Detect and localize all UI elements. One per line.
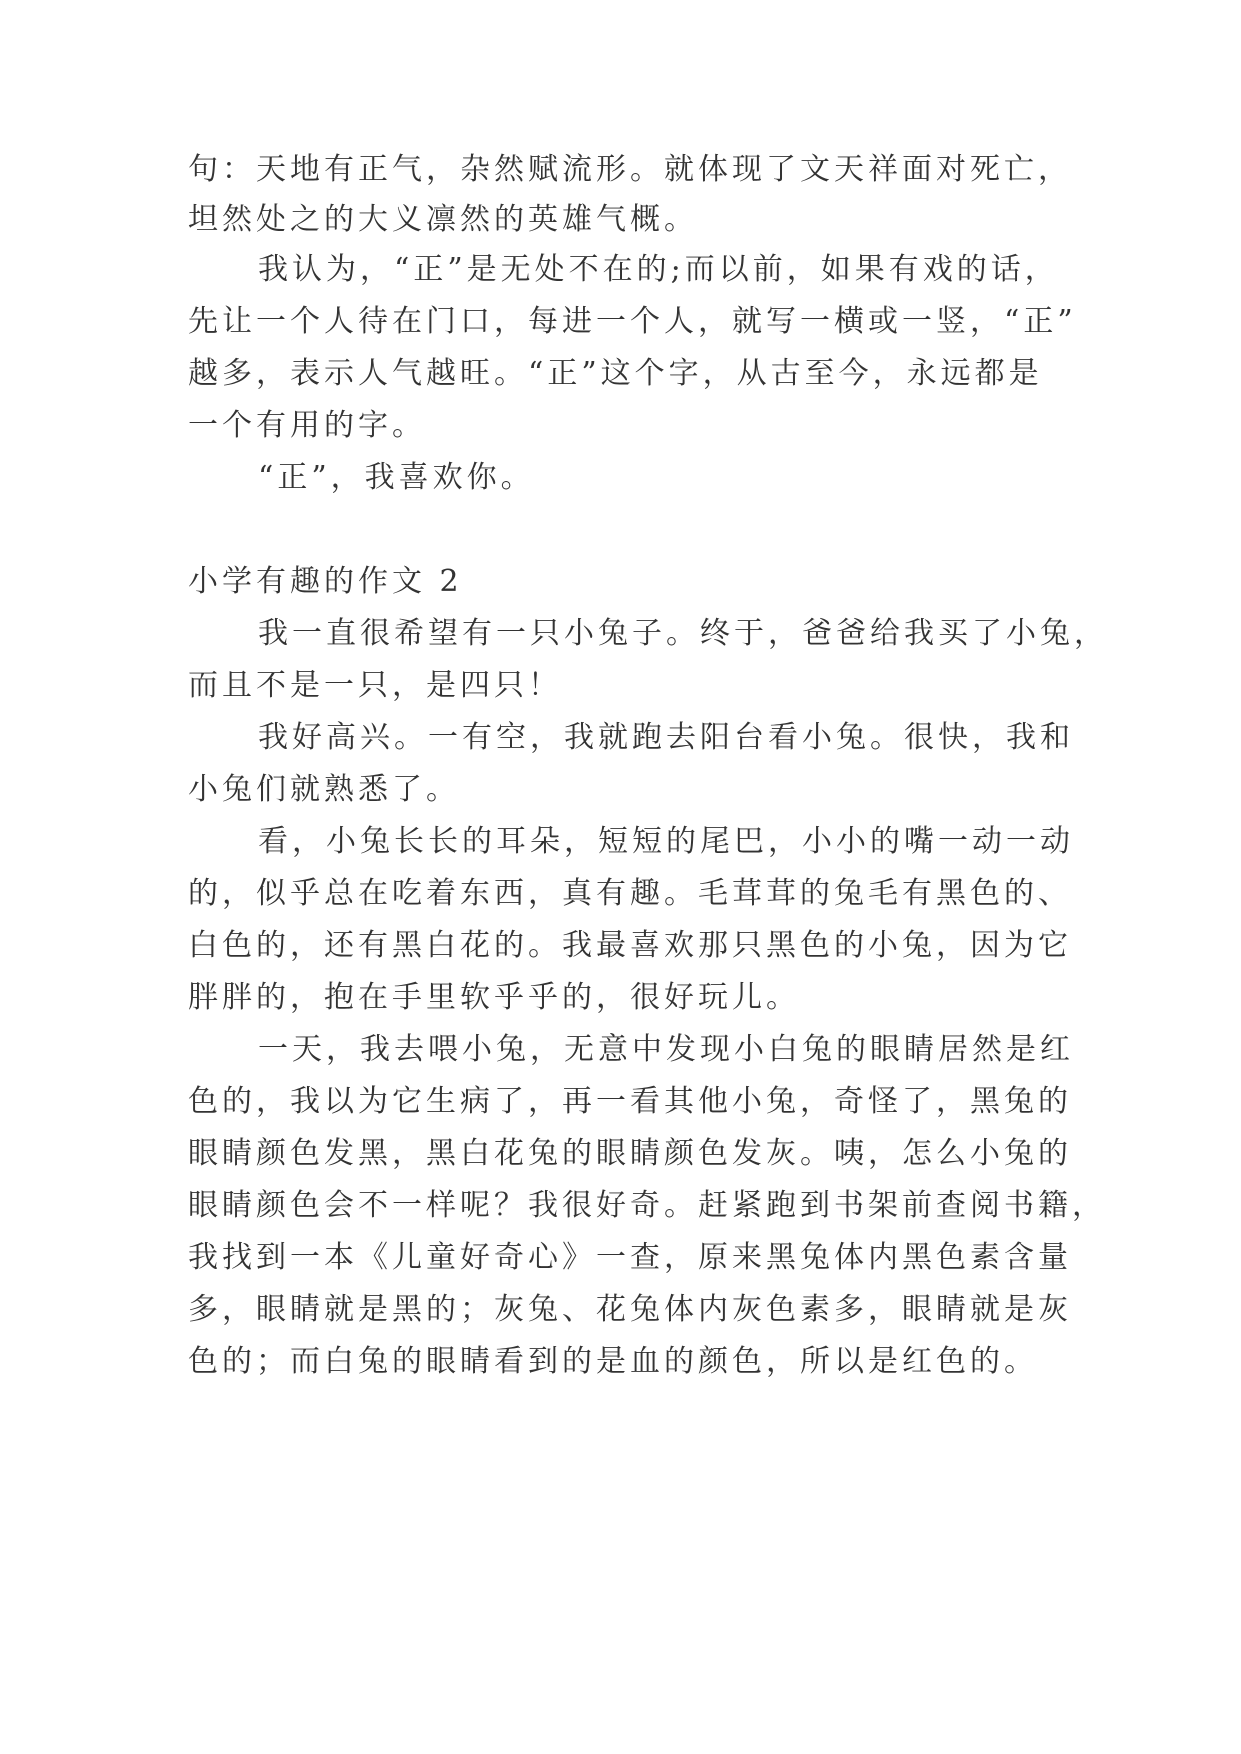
paragraph-first-line: 看，小兔长长的耳朵，短短的尾巴，小小的嘴一动一动 (258, 824, 1074, 859)
text-line: 先让一个人待在门口，每进一个人，就写一横或一竖，“正” (188, 304, 1077, 339)
text-line: 句：天地有正气，杂然赋流形。就体现了文天祥面对死亡， (188, 152, 1072, 187)
text-line: 色的；而白兔的眼睛看到的是血的颜色，所以是红色的。 (188, 1344, 1038, 1379)
text-line: 白色的，还有黑白花的。我最喜欢那只黑色的小兔，因为它 (188, 928, 1072, 963)
text-line: 眼睛颜色发黑，黑白花兔的眼睛颜色发灰。咦，怎么小兔的 (188, 1136, 1072, 1171)
text-line: 越多，表示人气越旺。“正”这个字，从古至今，永远都是 (188, 356, 1043, 391)
text-line: 色的，我以为它生病了，再一看其他小兔，奇怪了，黑兔的 (188, 1084, 1072, 1119)
text-line: 眼睛颜色会不一样呢？我很好奇。赶紧跑到书架前查阅书籍， (188, 1188, 1106, 1223)
text-line: 我找到一本《儿童好奇心》一查，原来黑兔体内黑色素含量 (188, 1240, 1072, 1275)
text-line: 的，似乎总在吃着东西，真有趣。毛茸茸的兔毛有黑色的、 (188, 876, 1072, 911)
text-line: 多，眼睛就是黑的；灰兔、花兔体内灰色素多，眼睛就是灰 (188, 1292, 1072, 1327)
text-line: 一个有用的字。 (188, 408, 426, 443)
paragraph-first-line: “正”，我喜欢你。 (258, 460, 535, 495)
text-line: 胖胖的，抱在手里软乎乎的，很好玩儿。 (188, 980, 800, 1015)
section-heading: 小学有趣的作文 2 (188, 564, 463, 599)
paragraph-first-line: 我一直很希望有一只小兔子。终于，爸爸给我买了小兔， (258, 616, 1108, 651)
text-line: 坦然处之的大义凛然的英雄气概。 (188, 202, 698, 237)
paragraph-first-line: 我认为，“正”是无处不在的;而以前，如果有戏的话， (258, 252, 1059, 287)
paragraph-first-line: 一天，我去喂小兔，无意中发现小白兔的眼睛居然是红 (258, 1032, 1074, 1067)
text-line: 而且不是一只，是四只！ (188, 668, 562, 703)
text-line: 小兔们就熟悉了。 (188, 772, 460, 807)
paragraph-first-line: 我好高兴。一有空，我就跑去阳台看小兔。很快，我和 (258, 720, 1074, 755)
